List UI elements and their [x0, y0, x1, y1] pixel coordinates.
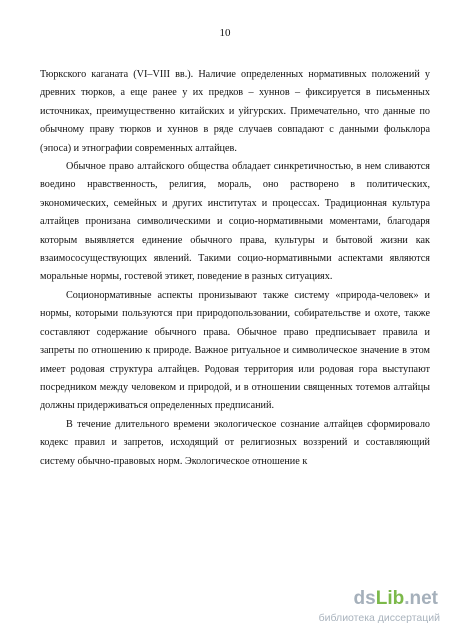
paragraph-2: Обычное право алтайского общества обладает синкретичностью, в нем сливаются воедино нравственность, религия, мораль, оно растворено в политических, экономических, семейных и других институтах и процессах. Традиционная культура алтайцев пронизана символическими и социо-нормативными моментами, благодаря которым выявляется единение обычного права, культуры и бытовой жизни как взаимососуществующих явлений. Такими социо-нормативными аспектами являются моральные нормы, гостевой этикет, поведение в разных ситуациях.	[40, 161, 430, 283]
page-number: 10	[219, 27, 231, 39]
logo-part-lib: Lib	[375, 588, 405, 609]
paragraph-3: Соционормативные аспекты пронизывают также систему «природа-человек» и нормы, которыми пользуются при природопользовании, собирательстве и охоте, также составляют содержание обычного права. Обычное право предписывает правила и запреты по отношению к природе. Важное ритуальное и символическое значение в этом имеет родовая структура алтайцев. Родовая территория или родовая гора выступают посредником между человеком и природой, и в отношении священных тотемов алтайцы должны придерживаться определенных предписаний.	[40, 289, 430, 412]
paragraph-4: В течение длительного времени экологическое сознание алтайцев сформировало кодекс правил и запретов, исходящий от религиозных воззрений и составляющий систему обычно-правовых норм. Экологическое отношение к	[40, 418, 430, 467]
paragraph-1: Тюркского каганата (VI–VIII вв.). Наличие определенных нормативных положений у древних тюрков, а еще ранее у их предков – хуннов – фиксируется в письменных источниках, преимущественно китайских и уйгурских. Примечательно, что данные по обычному праву тюрков и хуннов в ряде случаев совпадают с данными фольклора (эпоса) и этнографии современных алтайцев.	[40, 69, 430, 154]
dslib-logo	[354, 588, 438, 610]
watermark-caption: библиотека диссертаций	[318, 612, 440, 624]
logo-part-ds: ds	[353, 588, 376, 609]
logo-part-net: .net	[404, 588, 438, 609]
body-text	[40, 66, 430, 471]
dslib-watermark	[318, 588, 450, 633]
